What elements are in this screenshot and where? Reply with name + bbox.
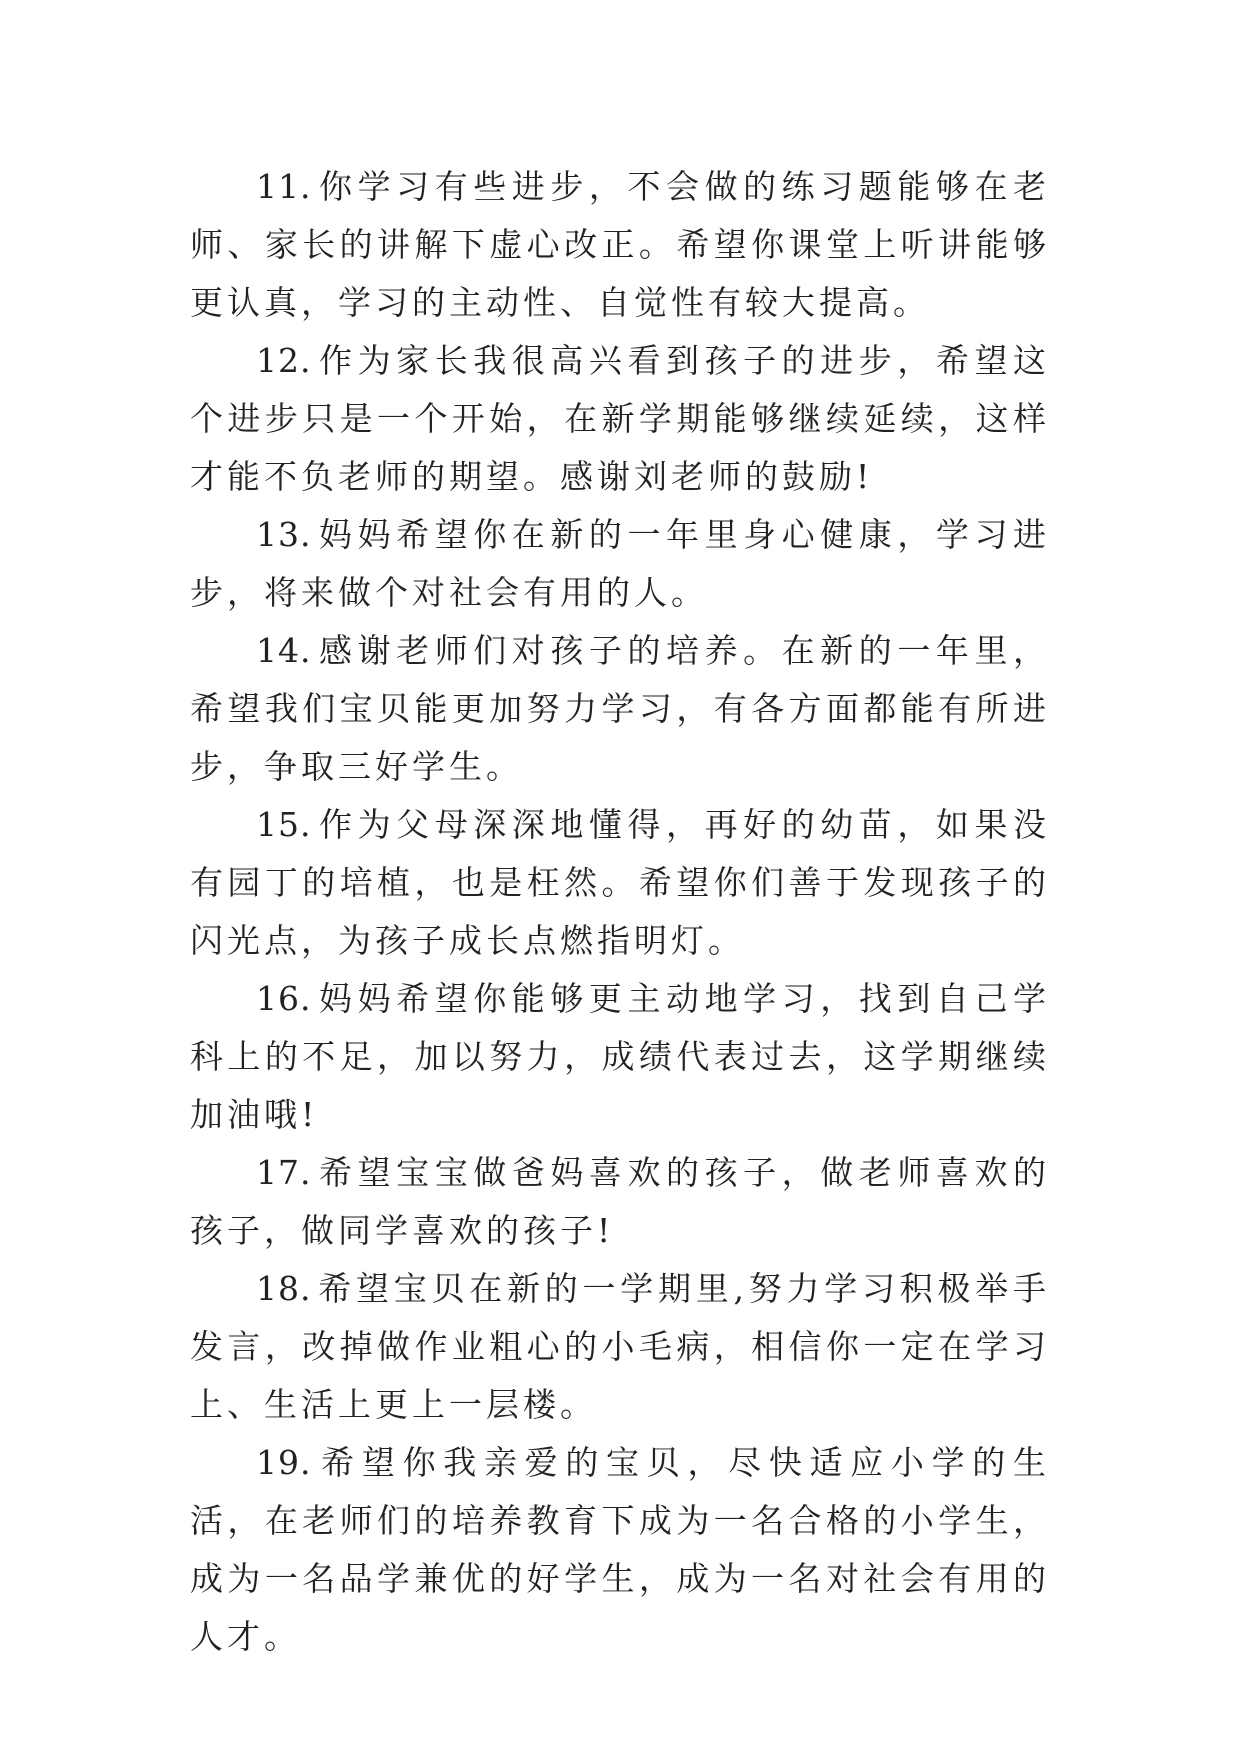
paragraph-18	[190, 1260, 1050, 1434]
paragraph-15	[190, 796, 1050, 970]
paragraph-16	[190, 970, 1050, 1144]
paragraph-12	[190, 332, 1050, 506]
item-number: 17.	[256, 1153, 312, 1192]
item-text: 妈妈希望你在新的一年里身心健康，学习进步，将来做个对社会有用的人。	[190, 515, 1050, 612]
paragraph-11	[190, 158, 1050, 332]
item-number: 13.	[256, 515, 312, 554]
item-number: 16.	[256, 979, 312, 1018]
item-number: 14.	[256, 631, 312, 670]
item-text: 感谢老师们对孩子的培养。在新的一年里，希望我们宝贝能更加努力学习，有各方面都能有所进步，争取三好学生。	[190, 631, 1050, 786]
paragraph-17	[190, 1144, 1050, 1260]
paragraph-14	[190, 622, 1050, 796]
paragraph-19	[190, 1434, 1050, 1666]
item-text: 作为家长我很高兴看到孩子的进步，希望这个进步只是一个开始，在新学期能够继续延续，这样才能不负老师的期望。感谢刘老师的鼓励!	[190, 341, 1050, 496]
item-text: 你学习有些进步，不会做的练习题能够在老师、家长的讲解下虚心改正。希望你课堂上听讲能够更认真，学习的主动性、自觉性有较大提高。	[190, 167, 1050, 322]
item-text: 妈妈希望你能够更主动地学习，找到自己学科上的不足，加以努力，成绩代表过去，这学期继续加油哦!	[190, 979, 1050, 1134]
paragraph-13	[190, 506, 1050, 622]
item-text: 作为父母深深地懂得，再好的幼苗，如果没有园丁的培植，也是枉然。希望你们善于发现孩子的闪光点，为孩子成长点燃指明灯。	[190, 805, 1050, 960]
item-number: 18.	[256, 1269, 312, 1308]
item-text: 希望宝贝在新的一学期里,努力学习积极举手发言，改掉做作业粗心的小毛病，相信你一定在学习上、生活上更上一层楼。	[190, 1269, 1050, 1424]
item-number: 12.	[256, 341, 312, 380]
document-body	[190, 158, 1050, 1666]
item-number: 15.	[256, 805, 312, 844]
item-number: 19.	[256, 1443, 312, 1482]
item-number: 11.	[256, 167, 312, 206]
item-text: 希望你我亲爱的宝贝，尽快适应小学的生活，在老师们的培养教育下成为一名合格的小学生，成为一名品学兼优的好学生，成为一名对社会有用的人才。	[190, 1443, 1050, 1656]
item-text: 希望宝宝做爸妈喜欢的孩子，做老师喜欢的孩子，做同学喜欢的孩子!	[190, 1153, 1050, 1250]
